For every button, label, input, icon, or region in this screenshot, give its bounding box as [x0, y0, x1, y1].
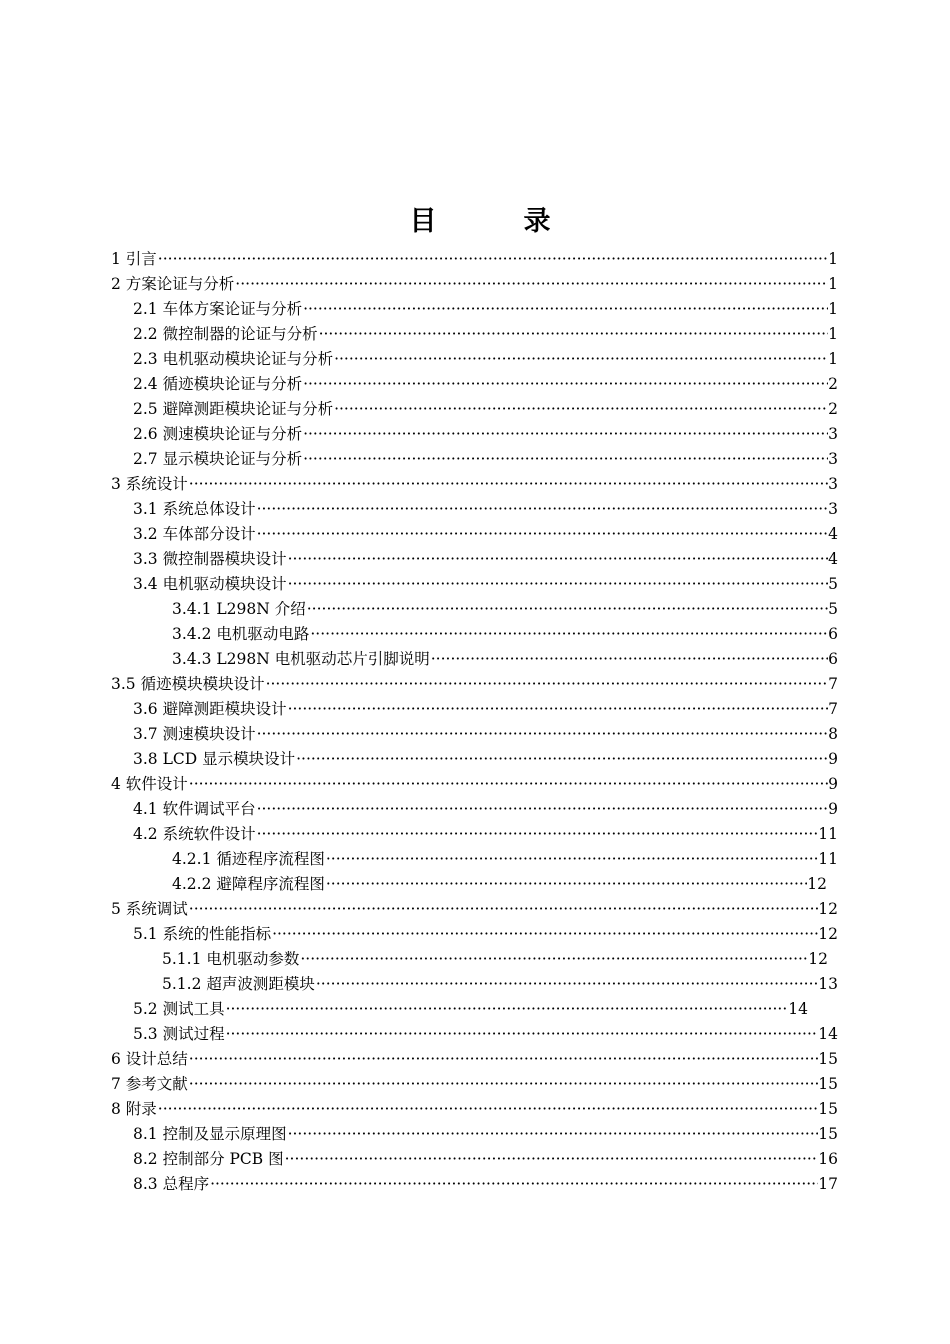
toc-leader-dots [284, 1147, 819, 1172]
toc-entry-title: 8.2 控制部分 PCB 图 [133, 1150, 284, 1168]
toc-entry[interactable] [133, 1122, 838, 1147]
toc-entry-title: 5 系统调试 [111, 900, 188, 918]
toc-entry[interactable] [133, 372, 838, 397]
toc-entry[interactable] [111, 247, 838, 272]
toc-entry[interactable] [133, 447, 838, 472]
toc-entry-page: 6 [828, 625, 838, 643]
toc-entry-title: 4 软件设计 [111, 775, 188, 793]
toc-entry-title: 3 系统设计 [111, 475, 188, 493]
toc-entry-page: 17 [818, 1175, 838, 1193]
toc-leader-dots [188, 897, 818, 922]
toc-entry[interactable] [111, 1047, 838, 1072]
toc-entry[interactable] [133, 997, 808, 1022]
toc-entry[interactable] [111, 1072, 838, 1097]
toc-entry-page: 15 [818, 1125, 838, 1143]
toc-entry-title: 5.1.2 超声波测距模块 [162, 975, 315, 993]
toc-entry-page: 11 [818, 825, 838, 843]
toc-entry-page: 13 [818, 975, 838, 993]
toc-entry-title: 8 附录 [111, 1100, 157, 1118]
toc-leader-dots [302, 447, 828, 472]
toc-entry-page: 3 [828, 425, 838, 443]
toc-entry-title: 5.1.1 电机驱动参数 [162, 950, 300, 968]
toc-entry-title: 4.2 系统软件设计 [133, 825, 256, 843]
toc-entry-page: 1 [828, 325, 838, 343]
toc-leader-dots [188, 772, 828, 797]
toc-leader-dots [287, 1122, 819, 1147]
toc-entry-page: 14 [818, 1025, 838, 1043]
toc-entry-page: 12 [807, 875, 827, 893]
toc-leader-dots [188, 472, 828, 497]
toc-leader-dots [333, 397, 828, 422]
toc-entry-title: 2.6 测速模块论证与分析 [133, 425, 303, 443]
toc-entry-page: 6 [828, 650, 838, 668]
toc-leader-dots [302, 422, 828, 447]
toc-leader-dots [309, 622, 828, 647]
toc-entry-page: 3 [828, 450, 838, 468]
toc-leader-dots [256, 497, 829, 522]
toc-entry-title: 2.1 车体方案论证与分析 [133, 300, 303, 318]
toc-entry[interactable] [133, 797, 838, 822]
toc-leader-dots [295, 747, 828, 772]
toc-entry-title: 2 方案论证与分析 [111, 275, 235, 293]
toc-entry-page: 7 [828, 675, 838, 693]
toc-entry-title: 6 设计总结 [111, 1050, 188, 1068]
toc-entry-page: 5 [828, 575, 838, 593]
toc-entry[interactable] [111, 672, 838, 697]
toc-entry-page: 9 [828, 750, 838, 768]
toc-entry-page: 9 [828, 800, 838, 818]
toc-leader-dots [271, 922, 818, 947]
toc-entry[interactable] [111, 272, 838, 297]
toc-leader-dots [157, 1097, 818, 1122]
toc-entry-page: 11 [818, 850, 838, 868]
toc-entry[interactable] [111, 472, 838, 497]
toc-entry[interactable] [111, 897, 838, 922]
toc-entry-page: 9 [828, 775, 838, 793]
toc-leader-dots [315, 972, 818, 997]
toc-entry-page: 16 [818, 1150, 838, 1168]
toc-entry-title: 4.2.1 循迹程序流程图 [172, 850, 325, 868]
toc-entry[interactable] [172, 622, 838, 647]
toc-entry-title: 2.4 循迹模块论证与分析 [133, 375, 303, 393]
toc-entry-page: 5 [828, 600, 838, 618]
toc-leader-dots [234, 272, 828, 297]
toc-leader-dots [157, 247, 828, 272]
toc-entry[interactable] [111, 772, 838, 797]
toc-leader-dots [188, 1072, 818, 1097]
toc-leader-dots [225, 1022, 819, 1047]
toc-entry-page: 3 [828, 475, 838, 493]
toc-entry-page: 15 [818, 1075, 838, 1093]
toc-leader-dots [256, 722, 829, 747]
toc-leader-dots [302, 297, 828, 322]
toc-entry-title: 2.2 微控制器的论证与分析 [133, 325, 318, 343]
toc-entry-title: 5.3 测试过程 [133, 1025, 225, 1043]
toc-entry[interactable] [133, 497, 838, 522]
toc-leader-dots [287, 572, 829, 597]
toc-entry[interactable] [133, 572, 838, 597]
toc-leader-dots [225, 997, 789, 1022]
toc-entry-title: 7 参考文献 [111, 1075, 188, 1093]
toc-leader-dots [256, 522, 829, 547]
toc-entry[interactable] [172, 847, 838, 872]
toc-entry-page: 2 [828, 400, 838, 418]
toc-entry-page: 1 [828, 275, 838, 293]
toc-entry-title: 2.7 显示模块论证与分析 [133, 450, 303, 468]
toc-leader-dots [256, 822, 819, 847]
toc-entry-page: 2 [828, 375, 838, 393]
toc-leader-dots [430, 647, 828, 672]
toc-entry[interactable] [162, 972, 838, 997]
toc-entry-title: 1 引言 [111, 250, 157, 268]
toc-entry[interactable] [133, 547, 838, 572]
toc-entry[interactable] [133, 747, 838, 772]
toc-entry[interactable] [172, 647, 838, 672]
toc-entry-page: 8 [828, 725, 838, 743]
toc-entry-title: 3.6 避障测距模块设计 [133, 700, 287, 718]
toc-entry-title: 3.7 测速模块设计 [133, 725, 256, 743]
toc-entry-title: 4.1 软件调试平台 [133, 800, 256, 818]
toc-entry-title: 3.1 系统总体设计 [133, 500, 256, 518]
toc-entry-page: 12 [818, 925, 838, 943]
toc-entry[interactable] [133, 422, 838, 447]
toc-entry-title: 5.1 系统的性能指标 [133, 925, 272, 943]
toc-entry[interactable] [133, 322, 838, 347]
toc-entry-page: 4 [828, 525, 838, 543]
toc-entry[interactable] [133, 397, 838, 422]
toc-entry-page: 12 [808, 950, 828, 968]
toc-entry-title: 2.5 避障测距模块论证与分析 [133, 400, 334, 418]
toc-entry-title: 8.1 控制及显示原理图 [133, 1125, 287, 1143]
toc-entry[interactable] [133, 722, 838, 747]
toc-entry[interactable] [133, 697, 838, 722]
toc-entry-title: 5.2 测试工具 [133, 1000, 225, 1018]
toc-entry-page: 14 [788, 1000, 808, 1018]
toc-leader-dots [256, 797, 829, 822]
toc-entry-page: 15 [818, 1050, 838, 1068]
toc-entry[interactable] [133, 1022, 838, 1047]
toc-entry[interactable] [162, 947, 828, 972]
toc-entry[interactable] [133, 922, 838, 947]
toc-entry-title: 3.5 循迹模块模块设计 [111, 675, 265, 693]
toc-entry-page: 1 [828, 350, 838, 368]
toc-entry-title: 3.3 微控制器模块设计 [133, 550, 287, 568]
toc-entry-title: 3.4.1 L298N 介绍 [172, 600, 306, 618]
toc-entry-title: 3.2 车体部分设计 [133, 525, 256, 543]
toc-leader-dots [287, 547, 829, 572]
toc-entry-title: 2.3 电机驱动模块论证与分析 [133, 350, 334, 368]
toc-entry-title: 3.4.3 L298N 电机驱动芯片引脚说明 [172, 650, 430, 668]
toc-leader-dots [306, 597, 828, 622]
toc-entry-title: 3.8 LCD 显示模块设计 [133, 750, 296, 768]
toc-entry[interactable] [111, 1097, 838, 1122]
toc-entry[interactable] [133, 1147, 838, 1172]
toc-entry-page: 1 [828, 300, 838, 318]
toc-entry-title: 8.3 总程序 [133, 1175, 210, 1193]
toc-leader-dots [318, 322, 829, 347]
toc-leader-dots [333, 347, 828, 372]
toc-entry[interactable] [172, 872, 827, 897]
toc-entry-page: 3 [828, 500, 838, 518]
toc-entry-page: 4 [828, 550, 838, 568]
toc-entry[interactable] [172, 597, 838, 622]
toc-entry-title: 3.4.2 电机驱动电路 [172, 625, 310, 643]
toc-leader-dots [265, 672, 829, 697]
toc-leader-dots [302, 372, 828, 397]
toc-entry-page: 1 [828, 250, 838, 268]
toc-entry[interactable] [133, 347, 838, 372]
toc-entry-page: 12 [818, 900, 838, 918]
toc-leader-dots [325, 847, 818, 872]
toc-entry-title: 3.4 电机驱动模块设计 [133, 575, 287, 593]
toc-entry[interactable] [133, 297, 838, 322]
toc-leader-dots [209, 1172, 818, 1197]
toc-entry[interactable] [133, 522, 838, 547]
toc-entry[interactable] [133, 1172, 838, 1197]
toc-entry-page: 15 [818, 1100, 838, 1118]
toc-entry-page: 7 [828, 700, 838, 718]
toc-leader-dots [287, 697, 829, 722]
toc-leader-dots [299, 947, 808, 972]
toc-entry-title: 4.2.2 避障程序流程图 [172, 875, 325, 893]
toc-leader-dots [188, 1047, 818, 1072]
toc-leader-dots [325, 872, 807, 897]
toc-entry[interactable] [133, 822, 838, 847]
page-title: 目 录 [409, 206, 581, 237]
